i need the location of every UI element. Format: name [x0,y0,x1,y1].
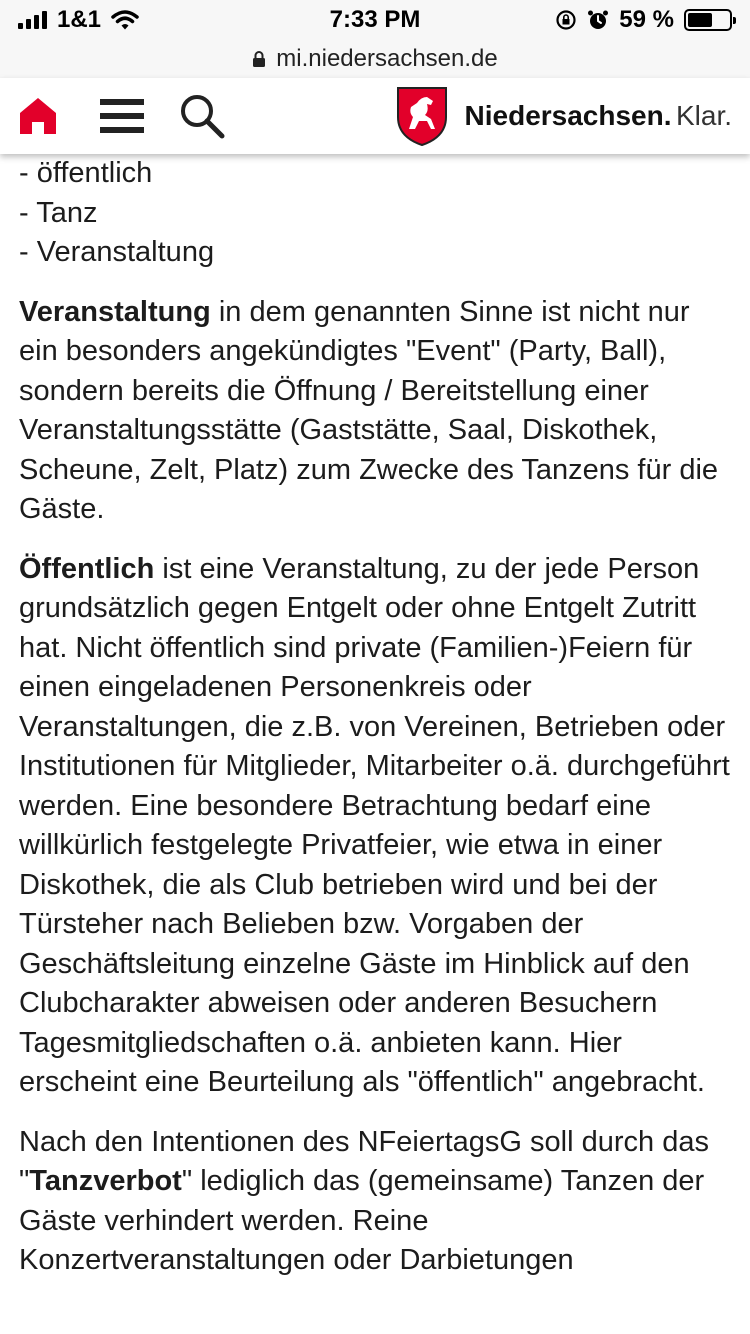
brand-name: Niedersachsen. [464,100,672,131]
site-header [0,78,750,154]
search-button[interactable] [162,81,242,151]
status-right [555,6,732,34]
battery-fill [688,13,712,27]
lock-icon [252,50,266,68]
status-bar [0,0,750,40]
carrier-name: 1&1 [57,6,102,33]
status-time: 7:33 PM [329,6,421,33]
term-veranstaltung: Veranstaltung [19,295,211,328]
orientation-lock-icon [555,9,577,31]
list-item: - Tanz [19,196,98,229]
search-icon [178,92,226,140]
article-content [19,154,731,1301]
wifi-icon [111,9,139,31]
battery-percent: 59 % [619,6,674,33]
brand-logo[interactable] [395,85,732,147]
address-bar[interactable] [0,40,750,78]
paragraph-text: " lediglich das (gemeinsame) Tanzen der Gäste verhindert werden. Reine Konzertveranstaltungen oder Darbietungen [19,1165,705,1276]
term-list [19,154,731,273]
paragraph-tanzverbot [19,1123,731,1281]
signal-icon [18,11,47,29]
paragraph-text: in dem genannten Sinne ist nicht nur ein besonders angekündigtes "Event" (Party, Ball), sondern bereits die Öffnung / Bereitstellung einer Veranstaltungsstätte (Gaststätte, Saal, Diskothek, Scheune, Zelt, Platz) zum Zwecke des Tanzens für die Gäste. [19,295,719,525]
battery-icon [684,9,732,31]
paragraph-text: Nach den Intentionen des NFeiertagsG soll durch das " [19,1125,709,1197]
term-tanzverbot: Tanzverbot [29,1165,182,1197]
list-item: - öffentlich [19,157,153,189]
alarm-icon [587,9,609,31]
url-text: mi.niedersachsen.de [276,45,498,72]
paragraph-veranstaltung [19,293,731,530]
hamburger-menu-icon [100,97,144,135]
status-left [18,6,139,34]
paragraph-oeffentlich [19,550,731,1103]
brand-tagline: Klar. [675,100,732,131]
paragraph-text: ist eine Veranstaltung, zu der jede Person grundsätzlich gegen Entgelt oder ohne Entgelt Zutritt hat. Nicht öffentlich sind private (Familien-)Feiern für einen eingeladenen Personenkreis oder Veranstaltungen, die z.B. von Vereinen, Betrieben oder Institutionen für Mitglieder, Mitarbeiter o.ä. durchgeführt werden. Eine besondere Betrachtung bedarf eine willkürlich festgelegte Privatfeier, wie etwa in einer Diskothek, die als Club betrieben wird und bei der Türsteher nach Belieben bzw. Vorgaben der Geschäftsleitung einzelne Gäste im Hinblick auf den Clubcharakter abweisen oder anderen Besuchern Tagesmitgliedschaften o.ä. anbieten kann. Hier erscheint eine Beurteilung als "öffentlich" angebracht. [19,552,730,1098]
home-button[interactable] [18,81,82,151]
menu-button[interactable] [82,81,162,151]
term-oeffentlich: Öffentlich [19,552,155,585]
home-icon [18,96,58,136]
lower-saxony-horse-crest-icon [395,85,449,147]
list-item: - Veranstaltung [19,236,215,268]
